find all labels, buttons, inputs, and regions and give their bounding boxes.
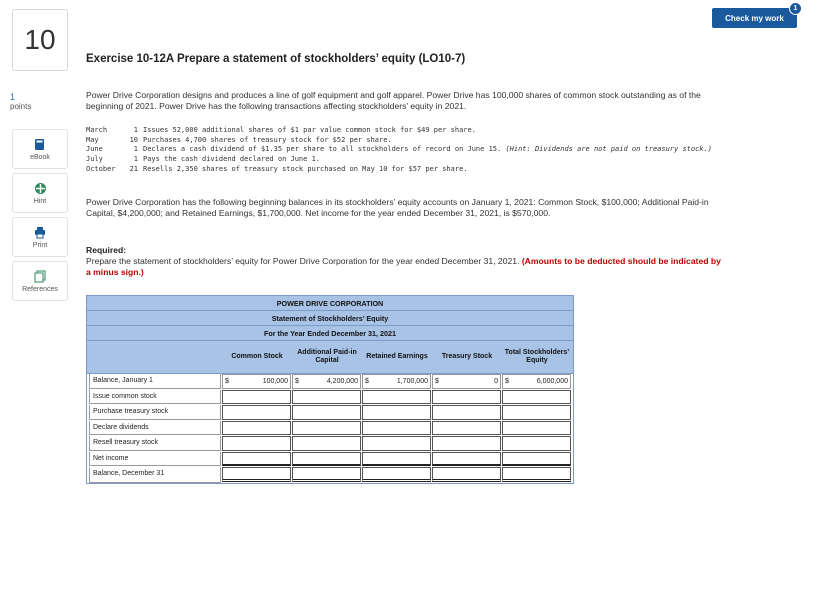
cell-value: 0	[494, 377, 498, 385]
transaction-month: March	[86, 126, 108, 134]
transaction-desc-text: Declares a cash dividend of $1.35 per share to all stockholders of record on June 15.	[143, 145, 506, 154]
transaction-day: 1	[133, 145, 138, 154]
statement-name: Statement of Stockholders’ Equity	[87, 311, 573, 326]
hint-label: Hint	[33, 197, 47, 205]
column-headers	[87, 341, 573, 374]
answer-input[interactable]	[222, 390, 291, 405]
currency-sign: $	[435, 377, 439, 385]
print-icon	[34, 226, 46, 239]
points-value: 1	[10, 92, 16, 102]
check-count-badge: 1	[789, 2, 802, 15]
points-label: points	[10, 102, 32, 111]
table-row	[87, 436, 573, 452]
transaction-desc: Resells 2,350 shares of treasury stock purchased on May 10 for $57 per share.	[143, 164, 468, 173]
answer-input[interactable]	[502, 405, 571, 420]
references-label: References	[22, 285, 58, 293]
answer-input[interactable]	[502, 452, 571, 467]
table-row	[87, 452, 573, 468]
transaction-desc: Purchases 4,700 shares of treasury stock for $52 per share.	[143, 135, 392, 144]
row-label: Resell treasury stock	[89, 436, 221, 451]
column-header-total-equity: Total Stockholders’ Equity	[504, 348, 570, 364]
transaction-desc	[143, 145, 723, 155]
row-label: Net income	[89, 452, 221, 467]
stockholders-equity-table	[86, 295, 574, 484]
ebook-button[interactable]	[12, 129, 68, 169]
row-label: Declare dividends	[89, 421, 221, 436]
cell-value: 4,200,000	[326, 377, 358, 385]
check-my-work-button[interactable]: Check my work	[712, 8, 797, 28]
beginning-balances-text: Power Drive Corporation has the following beginning balances in its stockholders’ equity accounts on January 1, 2021: Common Stock, $100,000; Additional Paid-in Capital, $4,200,000; and Retained Earnings, $1,700,000. Net income for the year ended December 31, 2021, is $570,000.	[86, 197, 709, 218]
print-label: Print	[32, 241, 48, 249]
column-header-common-stock: Common Stock	[231, 352, 283, 360]
answer-input[interactable]	[362, 405, 431, 420]
transaction-row	[86, 126, 723, 136]
required-heading: Required:	[86, 245, 127, 255]
currency-sign: $	[295, 377, 299, 385]
transaction-row	[86, 145, 723, 155]
answer-input[interactable]	[432, 436, 501, 451]
transaction-row	[86, 155, 723, 165]
question-number: 10	[12, 9, 68, 71]
answer-input[interactable]	[432, 421, 501, 436]
references-button[interactable]	[12, 261, 68, 301]
transactions-list	[86, 126, 723, 175]
exercise-title: Exercise 10-12A Prepare a statement of stockholders’ equity (LO10-7)	[86, 53, 466, 65]
answer-input[interactable]	[362, 452, 431, 467]
required-text: Prepare the statement of stockholders’ equity for Power Drive Corporation for the year ended December 31, 2021.	[86, 256, 522, 266]
row-label: Purchase treasury stock	[89, 405, 221, 420]
company-name: POWER DRIVE CORPORATION	[87, 296, 573, 311]
transaction-desc: Pays the cash dividend declared on June 1.	[143, 155, 321, 164]
table-row	[87, 467, 573, 483]
opening-apic	[292, 374, 361, 389]
answer-input[interactable]	[432, 467, 501, 482]
cell-value: 6,000,000	[536, 377, 568, 385]
answer-input[interactable]	[222, 421, 291, 436]
answer-input[interactable]	[502, 467, 571, 482]
answer-input[interactable]	[222, 405, 291, 420]
answer-input[interactable]	[292, 405, 361, 420]
answer-input[interactable]	[362, 467, 431, 482]
answer-input[interactable]	[432, 390, 501, 405]
answer-input[interactable]	[362, 421, 431, 436]
transaction-day: 21	[129, 164, 138, 173]
opening-total-equity	[502, 374, 571, 389]
column-header-treasury-stock: Treasury Stock	[441, 352, 493, 360]
answer-input[interactable]	[502, 436, 571, 451]
hint-button[interactable]	[12, 173, 68, 213]
points-info	[10, 92, 31, 112]
references-icon	[34, 270, 46, 283]
answer-input[interactable]	[222, 452, 291, 467]
statement-period: For the Year Ended December 31, 2021	[87, 326, 573, 341]
required-note: (Amounts to be deducted should be indicated by a minus sign.)	[86, 256, 721, 277]
transaction-month: July	[86, 155, 103, 164]
table-header	[87, 296, 573, 341]
cell-value: 1,700,000	[396, 377, 428, 385]
answer-input[interactable]	[362, 436, 431, 451]
table-row	[87, 374, 573, 390]
transaction-day: 10	[129, 135, 138, 144]
answer-input[interactable]	[222, 467, 291, 482]
transaction-month: May	[86, 135, 99, 144]
transaction-hint: (Hint: Dividends are not paid on treasury stock.)	[505, 145, 712, 154]
answer-input[interactable]	[292, 467, 361, 482]
book-icon	[34, 138, 46, 151]
opening-retained-earnings	[362, 374, 431, 389]
cell-value: 100,000	[262, 377, 288, 385]
side-tools	[12, 129, 68, 305]
answer-input[interactable]	[292, 421, 361, 436]
column-header-blank	[87, 341, 222, 373]
opening-common-stock	[222, 374, 291, 389]
currency-sign: $	[505, 377, 509, 385]
answer-input[interactable]	[362, 390, 431, 405]
table-row	[87, 421, 573, 437]
transaction-day: 1	[133, 126, 138, 134]
row-label: Balance, December 31	[89, 467, 221, 483]
answer-input[interactable]	[432, 452, 501, 467]
answer-input[interactable]	[502, 390, 571, 405]
answer-input[interactable]	[432, 405, 501, 420]
column-header-retained-earnings: Retained Earnings	[366, 352, 428, 360]
intro-text: Power Drive Corporation designs and produces a line of golf equipment and golf apparel. Power Drive has 100,000 shares of common stock outstanding as of the beginning of 2021. Power Drive has the following transactions affecting stockholders’ equity in 2021.	[86, 90, 701, 111]
transaction-month: October	[86, 164, 116, 173]
transaction-row	[86, 136, 723, 146]
ebook-label: eBook	[30, 153, 50, 161]
transaction-month: June	[86, 145, 103, 154]
currency-sign: $	[225, 377, 229, 385]
answer-input[interactable]	[292, 452, 361, 467]
print-button[interactable]	[12, 217, 68, 257]
table-row	[87, 405, 573, 421]
answer-input[interactable]	[502, 421, 571, 436]
row-label: Balance, January 1	[89, 374, 221, 389]
row-label: Issue common stock	[89, 390, 221, 405]
currency-sign: $	[365, 377, 369, 385]
column-header-apic: Additional Paid-in Capital	[297, 348, 357, 364]
table-row	[87, 390, 573, 406]
transaction-row	[86, 165, 723, 175]
answer-input[interactable]	[292, 390, 361, 405]
transaction-desc: Issues 52,000 additional shares of $1 par value common stock for $49 per share.	[143, 126, 476, 134]
opening-treasury-stock	[432, 374, 501, 389]
answer-input[interactable]	[222, 436, 291, 451]
hint-icon	[34, 182, 47, 195]
answer-input[interactable]	[292, 436, 361, 451]
transaction-day: 1	[133, 155, 138, 164]
required-section	[86, 245, 726, 278]
